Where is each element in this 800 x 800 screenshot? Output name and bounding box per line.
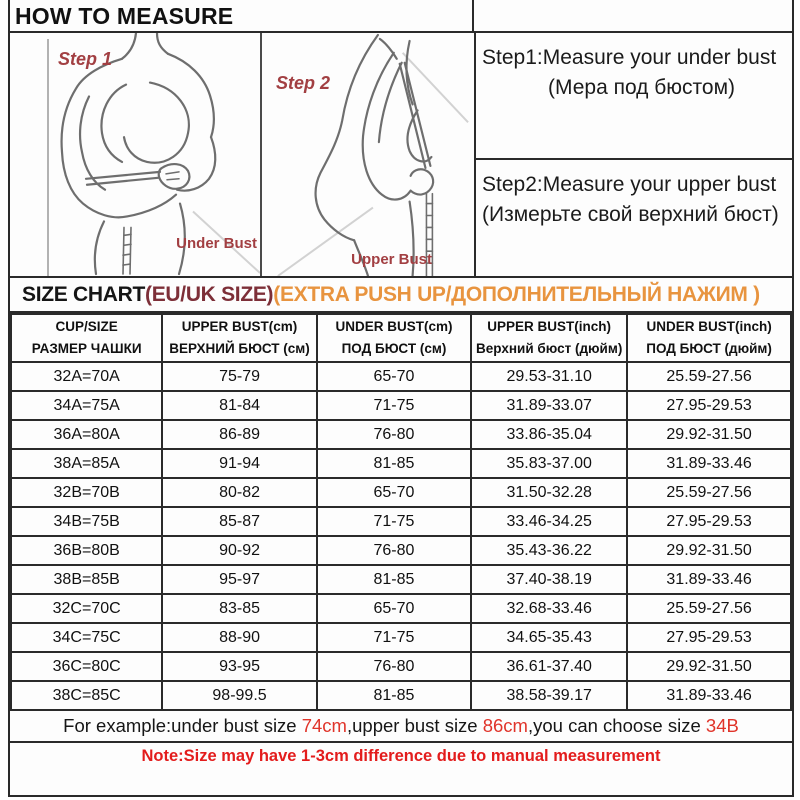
size-cell: 29.53-31.10 [471, 362, 627, 391]
table-row [11, 478, 791, 507]
under-bust-caption: Under Bust [176, 235, 257, 252]
table-row [11, 362, 791, 391]
step1-instruction-ru: (Мера под бюстом) [548, 76, 736, 100]
size-cell: 27.95-29.53 [627, 391, 791, 420]
size-cell: 76-80 [317, 652, 471, 681]
example-size-value: 34B [705, 715, 739, 736]
step2-figure-drawing [262, 33, 474, 276]
step2-label: Step 2 [276, 73, 331, 93]
column-header-line2: ПОД БЮСТ (см) [341, 341, 447, 356]
size-chart-heading [10, 278, 792, 313]
column-header-0 [11, 314, 162, 362]
table-row [11, 652, 791, 681]
example-text-3: ,you can choose size [527, 715, 706, 736]
step2-illustration [260, 33, 474, 276]
size-cell: 36B=80B [11, 536, 162, 565]
size-cell: 38.58-39.17 [471, 681, 627, 710]
note-text: Note:Size may have 1-3cm difference due to manual measurement [141, 747, 661, 765]
size-guide-sheet [8, 0, 794, 797]
size-cell: 38B=85B [11, 565, 162, 594]
column-header-line1: CUP/SIZE [55, 319, 118, 335]
size-cell: 81-85 [317, 565, 471, 594]
column-header-3 [471, 314, 627, 362]
column-header-4 [627, 314, 791, 362]
size-cell: 76-80 [317, 536, 471, 565]
size-cell: 29.92-31.50 [627, 652, 791, 681]
step1-illustration [10, 33, 260, 276]
table-row [11, 507, 791, 536]
size-cell: 32.68-33.46 [471, 594, 627, 623]
upper-bust-caption: Upper Bust [351, 251, 432, 268]
note-row [10, 743, 792, 772]
step2-instruction [476, 160, 792, 276]
size-cell: 31.89-33.46 [627, 681, 791, 710]
size-cell: 81-85 [317, 681, 471, 710]
size-cell: 25.59-27.56 [627, 478, 791, 507]
size-chart-extra: (EXTRA PUSH UP/ДОПОЛНИТЕЛЬНЫЙ НАЖИМ ) [273, 283, 760, 306]
size-cell: 33.86-35.04 [471, 420, 627, 449]
size-cell: 38A=85A [11, 449, 162, 478]
table-row [11, 565, 791, 594]
size-cell: 27.95-29.53 [627, 507, 791, 536]
size-cell: 75-79 [162, 362, 316, 391]
step1-instruction [476, 33, 792, 160]
size-cell: 31.89-33.46 [627, 449, 791, 478]
size-cell: 76-80 [317, 420, 471, 449]
step1-instruction-en: Step1:Measure your under bust [482, 46, 777, 69]
size-cell: 71-75 [317, 391, 471, 420]
header-row [11, 314, 791, 362]
size-cell: 37.40-38.19 [471, 565, 627, 594]
size-cell: 31.89-33.46 [627, 565, 791, 594]
size-cell: 65-70 [317, 362, 471, 391]
column-header-1 [162, 314, 316, 362]
size-cell: 34C=75C [11, 623, 162, 652]
size-cell: 34.65-35.43 [471, 623, 627, 652]
size-cell: 33.46-34.25 [471, 507, 627, 536]
size-cell: 71-75 [317, 623, 471, 652]
size-cell: 32B=70B [11, 478, 162, 507]
size-chart-region: (EU/UK SIZE) [145, 283, 274, 306]
size-cell: 35.83-37.00 [471, 449, 627, 478]
size-cell: 65-70 [317, 594, 471, 623]
column-header-line2: ПОД БЮСТ (дюйм) [646, 341, 772, 356]
size-cell: 36.61-37.40 [471, 652, 627, 681]
size-cell: 95-97 [162, 565, 316, 594]
example-underbust-value: 74cm [301, 715, 347, 736]
size-cell: 29.92-31.50 [627, 420, 791, 449]
size-cell: 29.92-31.50 [627, 536, 791, 565]
table-row [11, 536, 791, 565]
size-cell: 85-87 [162, 507, 316, 536]
column-header-line1: UNDER BUST(inch) [646, 319, 772, 335]
size-cell: 71-75 [317, 507, 471, 536]
measure-section [10, 33, 792, 278]
size-cell: 25.59-27.56 [627, 362, 791, 391]
example-row [10, 711, 792, 743]
title-row [10, 0, 792, 33]
size-cell: 86-89 [162, 420, 316, 449]
page-title: HOW TO MEASURE [10, 0, 474, 31]
size-cell: 32A=70A [11, 362, 162, 391]
column-header-line2: ВЕРХНИЙ БЮСТ (см) [169, 341, 310, 356]
example-text-2: ,upper bust size [346, 715, 483, 736]
size-cell: 27.95-29.53 [627, 623, 791, 652]
example-upperbust-value: 86cm [482, 715, 528, 736]
size-table [10, 313, 792, 711]
column-header-line1: UNDER BUST(cm) [335, 319, 453, 335]
table-row [11, 681, 791, 710]
size-cell: 25.59-27.56 [627, 594, 791, 623]
size-cell: 81-84 [162, 391, 316, 420]
size-cell: 80-82 [162, 478, 316, 507]
size-cell: 81-85 [317, 449, 471, 478]
column-header-line1: UPPER BUST(cm) [181, 319, 298, 335]
column-header-line2: РАЗМЕР ЧАШКИ [31, 341, 142, 356]
column-header-line2: Верхний бюст (дюйм) [476, 341, 623, 356]
table-row [11, 623, 791, 652]
size-cell: 35.43-36.22 [471, 536, 627, 565]
table-row [11, 420, 791, 449]
size-cell: 34A=75A [11, 391, 162, 420]
size-cell: 34B=75B [11, 507, 162, 536]
size-cell: 88-90 [162, 623, 316, 652]
size-cell: 38C=85C [11, 681, 162, 710]
instructions-column [474, 33, 792, 276]
size-cell: 36C=80C [11, 652, 162, 681]
step2-instruction-text: Step2:Measure your upper bust (Измерьте свой верхний бюст) [482, 173, 779, 227]
title-spacer [474, 0, 792, 31]
size-cell: 91-94 [162, 449, 316, 478]
table-row [11, 594, 791, 623]
example-text-1: For example:under bust size [63, 715, 302, 736]
size-cell: 83-85 [162, 594, 316, 623]
size-cell: 90-92 [162, 536, 316, 565]
size-chart-title: SIZE CHART [22, 283, 146, 306]
step1-label: Step 1 [58, 49, 113, 69]
size-cell: 98-99.5 [162, 681, 316, 710]
size-cell: 32C=70C [11, 594, 162, 623]
table-row [11, 391, 791, 420]
size-cell: 31.89-33.07 [471, 391, 627, 420]
column-header-line1: UPPER BUST(inch) [487, 319, 612, 335]
size-cell: 36A=80A [11, 420, 162, 449]
table-row [11, 449, 791, 478]
column-header-2 [317, 314, 471, 362]
size-cell: 31.50-32.28 [471, 478, 627, 507]
size-cell: 65-70 [317, 478, 471, 507]
size-cell: 93-95 [162, 652, 316, 681]
size-table-header [11, 314, 791, 362]
size-table-body [11, 362, 791, 710]
